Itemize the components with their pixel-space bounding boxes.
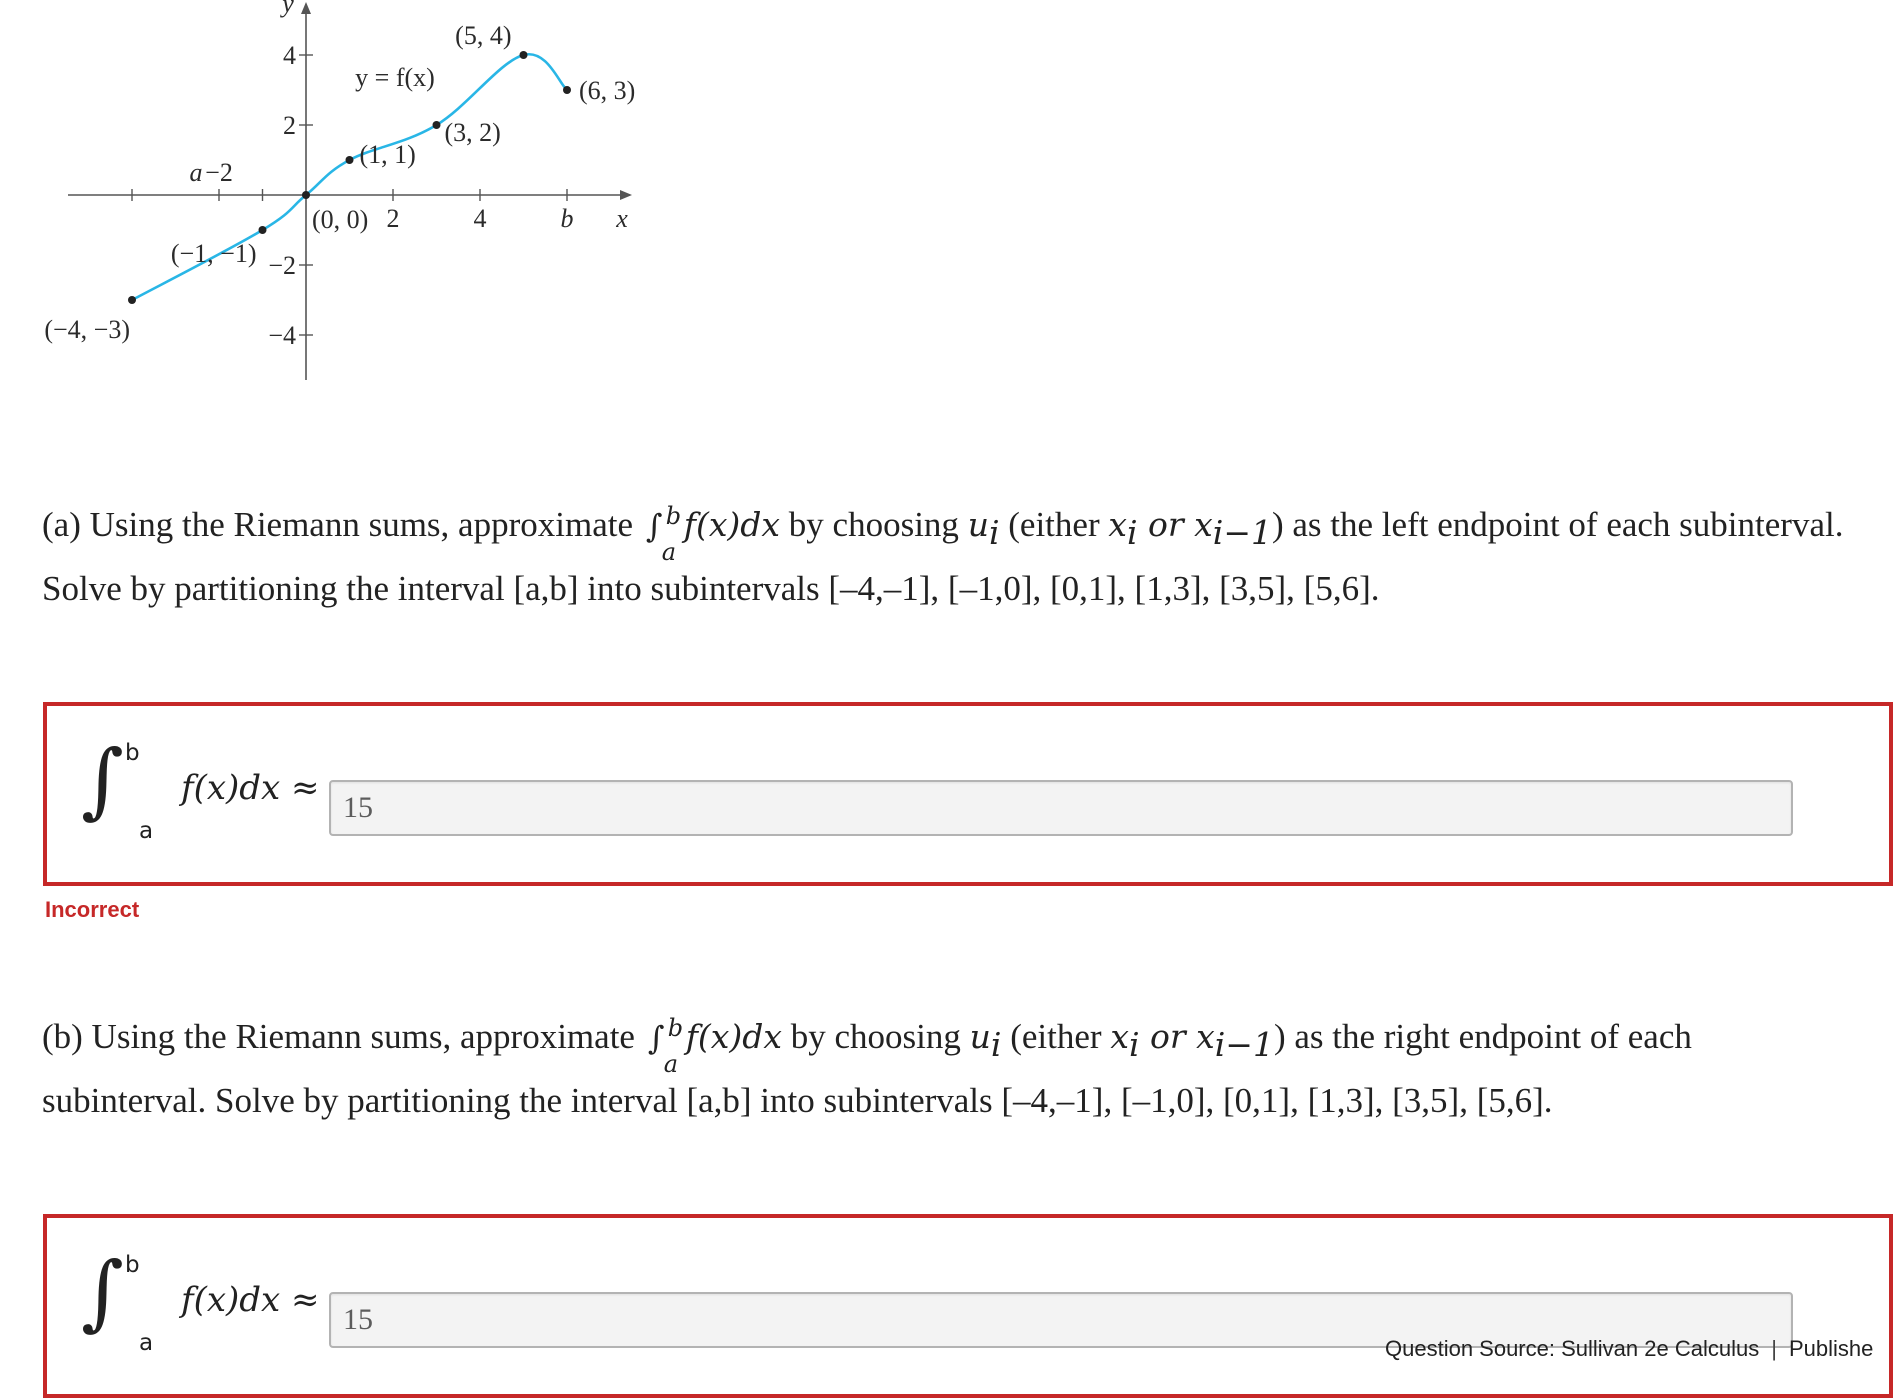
question-b-line2: subinterval. Solve by partitioning the interval [a,b] into subintervals [–4,–1], [–1,0], [0,1], [1,3], [3,5], [5,6]. (42, 1081, 1553, 1120)
integrand: f(x)dx (683, 505, 781, 544)
y-axis-arrow (301, 2, 311, 14)
question-b-line1: (b) Using the Riemann sums, approximate ∫ b a f(x)dx by choosing $u_i$ (either $x_i$ or $x_{i-1}$) as the right endpoint of each (42, 1013, 1692, 1078)
data-point (302, 191, 310, 199)
feedback-incorrect: Incorrect (45, 897, 140, 922)
x-tick-label: 4 (473, 204, 487, 233)
point-label: (6, 3) (579, 76, 636, 105)
y-tick-label: −4 (268, 321, 296, 350)
data-point (563, 86, 571, 94)
x-tick-label: 2 (386, 204, 400, 233)
x-axis-label: x (616, 204, 628, 233)
b-label: b (560, 204, 574, 233)
point-label: (3, 2) (444, 118, 501, 147)
inline-integral: ∫ b a (647, 1013, 684, 1078)
publisher-label: Publishe (1788, 1336, 1874, 1361)
answer-b-box (43, 1214, 1893, 1398)
question-a-text-pre: (a) Using the Riemann sums, approximate (42, 505, 642, 544)
answer-a-input[interactable] (329, 780, 1793, 836)
question-a-line2: Solve by partitioning the interval [a,b] into subintervals [–4,–1], [–1,0], [0,1], [1,3], [3,5], [5,6]. (42, 569, 1380, 608)
question-b (42, 1010, 1692, 1127)
y-tick-label: 4 (283, 41, 296, 70)
data-point (128, 296, 136, 304)
answer-b-integral: ∫ b a f(x)dx ≈ (81, 1245, 320, 1356)
answer-a-integral: ∫ b a f(x)dx ≈ (81, 733, 320, 844)
answer-a-box (43, 702, 1893, 886)
function-graph (0, 0, 680, 400)
data-point (433, 121, 441, 129)
graph-axes (68, 2, 632, 380)
x-tick-label: −2 (205, 158, 233, 187)
data-point (259, 226, 267, 234)
footer-source: Question Source: Sullivan 2e Calculus | Publishe (1385, 1336, 1874, 1361)
curve-label: y = f(x) (355, 63, 435, 92)
question-a-line1: (a) Using the Riemann sums, approximate ∫ b a f(x)dx by choosing $u_i$ (either $x_i$ or $x_{i-1}$) as the left endpoint of each subinterval. (42, 501, 1844, 566)
x-axis-arrow (620, 190, 632, 200)
point-label: (−1, −1) (170, 239, 257, 268)
point-label: (0, 0) (312, 205, 369, 234)
data-point (520, 51, 528, 59)
integrand: f(x)dx (685, 1017, 783, 1056)
y-tick-label: −2 (268, 251, 296, 280)
point-label: (5, 4) (455, 21, 512, 50)
inline-integral: ∫ b a (645, 501, 682, 566)
point-label: (1, 1) (359, 140, 416, 169)
a-label: a (189, 158, 203, 187)
question-a (42, 498, 1843, 615)
data-point (346, 156, 354, 164)
y-axis-label: y (282, 0, 294, 18)
question-source: Question Source: Sullivan 2e Calculus (1385, 1336, 1760, 1361)
y-tick-label: 2 (283, 111, 296, 140)
point-label: (−4, −3) (44, 315, 130, 344)
